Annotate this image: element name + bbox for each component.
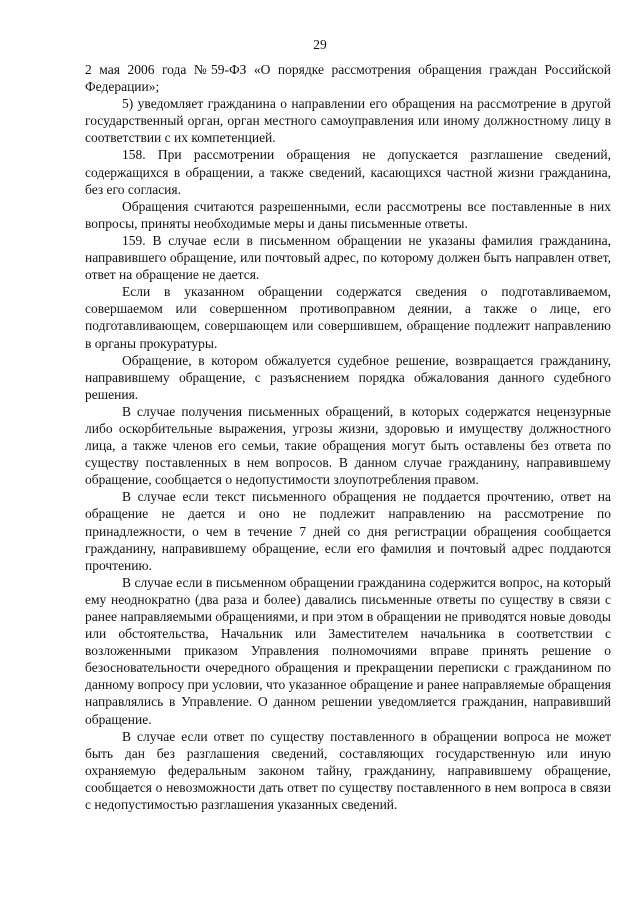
- paragraph-state-secret: В случае если ответ по существу поставленного в обращении вопроса не может быть дан без разглашения сведений, составляющих государственную или иную охраняемую федеральным законом тайну, гражданину, направившему обращение, сообщается о невозможности дать ответ по существу поставленного в нем вопроса в связи с недопустимостью разглашения указанных сведений.: [85, 728, 611, 813]
- paragraph-prosecution: Если в указанном обращении содержатся сведения о подготавливаемом, совершаемом или совершенном противоправном деянии, а также о лице, его подготавливающем, совершающем или совершившем, обращение подлежит направлению в органы прокуратуры.: [85, 284, 611, 351]
- paragraph-obscene-appeals: В случае получения письменных обращений, в которых содержатся нецензурные либо оскорбительные выражения, угрозы жизни, здоровью и имуществу должностного лица, а также членов его семьи, такие обращения могут быть оставлены без ответа по существу поставленных в нем вопросов. В данном случае гражданину, направившему обращение, сообщается о недопустимости злоупотребления правом.: [85, 403, 611, 488]
- paragraph-continuation: 2 мая 2006 года №59-ФЗ «О порядке рассмотрения обращения граждан Российской Федерации»;: [85, 62, 611, 95]
- paragraph-resolved-appeals: Обращения считаются разрешенными, если рассмотрены все поставленные в них вопросы, приняты необходимые меры и даны письменные ответы.: [85, 198, 611, 231]
- paragraph-item-5: 5) уведомляет гражданина о направлении его обращения на рассмотрение в другой государственный орган, орган местного самоуправления или иному должностному лицу в соответствии с их компетенцией.: [85, 96, 611, 146]
- paragraph-158: 158. При рассмотрении обращения не допускается разглашение сведений, содержащихся в обращении, а также сведений, касающихся частной жизни гражданина, без его согласия.: [85, 147, 611, 197]
- paragraph-illegible-text: В случае если текст письменного обращения не поддается прочтению, ответ на обращение не дается и оно не подлежит направлению на рассмотрение по принадлежности, о чем в течение 7 дней со дня регистрации обращения сообщается гражданину, направившему обращение, если его фамилия и почтовый адрес поддаются прочтению.: [85, 489, 611, 573]
- page-number: 29: [313, 37, 327, 52]
- paragraph-159: 159. В случае если в письменном обращении не указаны фамилия гражданина, направившего обращение, или почтовый адрес, по которому должен быть направлен ответ, ответ на обращение не дается.: [85, 232, 611, 283]
- document-body: [85, 61, 611, 813]
- paragraph-court-decision: Обращение, в котором обжалуется судебное решение, возвращается гражданину, направившему обращение, с разъяснением порядка обжалования данного судебного решения.: [85, 352, 611, 402]
- paragraph-repeated-appeals: В случае если в письменном обращении гражданина содержится вопрос, на который ему неоднократно (два раза и более) давались письменные ответы по существу в связи с ранее направляемыми обращениями, и при этом в обращении не приводятся новые доводы или обстоятельства, Начальник или Заместителем начальника в соответствии с возложенными приказом Управления полномочиями вправе принять решение о безосновательности очередного обращения и прекращении переписки с гражданином по данному вопросу при условии, что указанное обращение и ранее направляемые обращения направлялись в Управление. О данном решении уведомляется гражданин, направивший обращение.: [85, 574, 611, 727]
